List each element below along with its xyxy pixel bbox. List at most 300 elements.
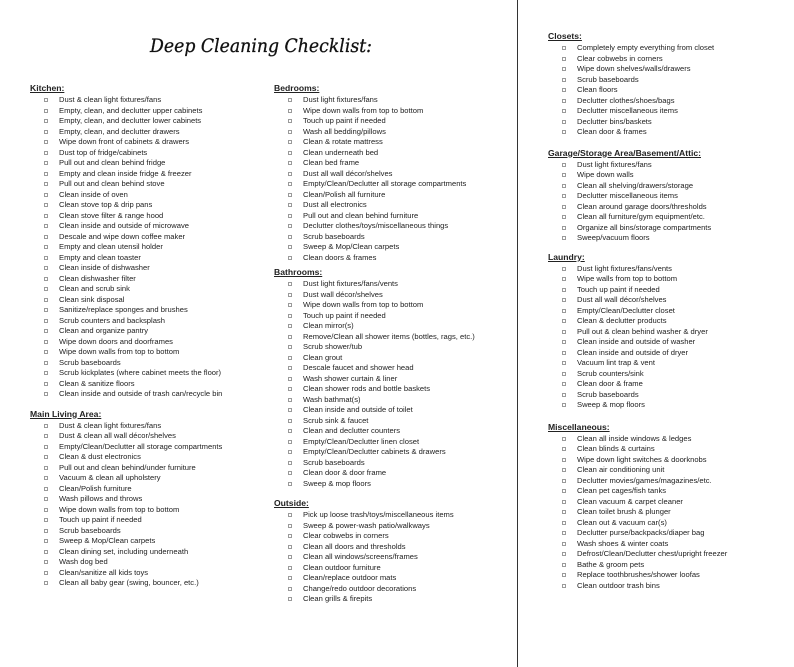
checkbox[interactable] bbox=[288, 387, 292, 391]
checklist-item-label: Empty, clean, and declutter drawers bbox=[59, 126, 180, 136]
checkbox[interactable] bbox=[562, 163, 566, 167]
checklist-item-label: Clean out & vacuum car(s) bbox=[577, 517, 667, 527]
checklist-item-label: Scrub baseboards bbox=[577, 389, 639, 399]
checklist-item bbox=[30, 578, 260, 589]
checklist-item-label: Defrost/Clean/Declutter chest/upright freezer bbox=[577, 549, 728, 558]
checklist-item bbox=[548, 549, 788, 560]
checklist-item bbox=[274, 332, 514, 343]
checklist-item-label: Scrub sink & faucet bbox=[303, 415, 369, 425]
checkbox[interactable] bbox=[562, 78, 566, 82]
checklist-item bbox=[548, 444, 788, 455]
checklist bbox=[30, 95, 260, 400]
checklist-item bbox=[30, 379, 260, 390]
checkbox[interactable] bbox=[44, 161, 48, 165]
checkbox[interactable] bbox=[562, 330, 566, 334]
checkbox[interactable] bbox=[44, 193, 48, 197]
checkbox[interactable] bbox=[288, 193, 292, 197]
checkbox[interactable] bbox=[44, 340, 48, 344]
checkbox[interactable] bbox=[288, 555, 292, 559]
checklist-item bbox=[274, 190, 514, 201]
checklist-item bbox=[548, 306, 788, 317]
checkbox[interactable] bbox=[44, 256, 48, 260]
checklist-item bbox=[30, 526, 260, 537]
checklist-item-label: Pull out and clean behind/under furniture bbox=[59, 462, 196, 472]
checkbox[interactable] bbox=[562, 57, 566, 61]
checklist-item bbox=[548, 476, 788, 487]
checklist-item-label: Clean toilet brush & plunger bbox=[577, 507, 671, 516]
checklist-item-label: Completely empty everything from closet bbox=[577, 43, 715, 52]
page-title bbox=[148, 26, 378, 66]
checkbox[interactable] bbox=[562, 288, 566, 292]
section-heading: Garage/Storage Area/Basement/Attic: bbox=[548, 147, 701, 158]
checklist-item-label: Clean stove filter & range hood bbox=[59, 210, 164, 220]
section-heading: Kitchen: bbox=[30, 83, 65, 93]
checkbox[interactable] bbox=[44, 287, 48, 291]
checklist-item bbox=[30, 137, 260, 148]
checklist-item-label: Sweep & Mop/Clean carpets bbox=[303, 242, 400, 251]
checkbox[interactable] bbox=[288, 182, 292, 186]
checklist-item bbox=[274, 95, 514, 106]
checklist-item bbox=[274, 531, 514, 542]
checkbox[interactable] bbox=[562, 277, 566, 281]
checklist-item-label: Change/redo outdoor decorations bbox=[303, 583, 417, 593]
checkbox[interactable] bbox=[288, 109, 292, 113]
checkbox[interactable] bbox=[44, 182, 48, 186]
checkbox[interactable] bbox=[44, 350, 48, 354]
checkbox[interactable] bbox=[288, 245, 292, 249]
checkbox[interactable] bbox=[288, 597, 292, 601]
checklist-item bbox=[30, 494, 260, 505]
checklist-item bbox=[30, 253, 260, 264]
checklist-item-label: Empty and clean inside fridge & freezer bbox=[59, 168, 192, 178]
checklist-item-label: Clean inside and outside of trash can/recycle bin bbox=[59, 389, 223, 398]
checkbox[interactable] bbox=[44, 550, 48, 554]
section-heading: Miscellaneous: bbox=[548, 421, 610, 432]
checklist-item-label: Clean outdoor trash bins bbox=[577, 580, 660, 590]
checklist-item-label: Clean & declutter products bbox=[577, 316, 667, 325]
checkbox[interactable] bbox=[44, 277, 48, 281]
checklist-item bbox=[274, 426, 514, 437]
checkbox[interactable] bbox=[288, 419, 292, 423]
checkbox[interactable] bbox=[562, 500, 566, 504]
checklist-item-label: Clean inside and outside of washer bbox=[577, 337, 696, 346]
checklist-item-label: Wipe walls from top to bottom bbox=[577, 274, 678, 283]
checklist-item-label: Clean and scrub sink bbox=[59, 284, 130, 293]
checkbox[interactable] bbox=[562, 267, 566, 271]
checkbox[interactable] bbox=[562, 382, 566, 386]
checkbox[interactable] bbox=[44, 140, 48, 144]
checkbox[interactable] bbox=[288, 534, 292, 538]
checkbox[interactable] bbox=[44, 308, 48, 312]
checklist-item bbox=[274, 416, 514, 427]
checkbox[interactable] bbox=[288, 366, 292, 370]
checklist-item-label: Sweep & mop floors bbox=[577, 400, 645, 409]
checklist-item-label: Clean door & frames bbox=[577, 127, 647, 136]
checkbox[interactable] bbox=[44, 382, 48, 386]
checkbox[interactable] bbox=[288, 203, 292, 207]
checklist-item-label: Pull out and clean behind furniture bbox=[303, 210, 419, 220]
section-heading: Laundry: bbox=[548, 251, 585, 262]
checklist-item-label: Pick up loose trash/toys/miscellaneous items bbox=[303, 510, 454, 519]
checkbox[interactable] bbox=[288, 98, 292, 102]
checklist-item-label: Remove/Clean all shower items (bottles, rags, etc.) bbox=[303, 331, 475, 341]
checklist-item bbox=[548, 191, 788, 202]
checklist-item bbox=[548, 64, 788, 75]
checkbox[interactable] bbox=[44, 298, 48, 302]
checkbox[interactable] bbox=[44, 581, 48, 585]
column-divider bbox=[517, 0, 518, 667]
checkbox[interactable] bbox=[288, 151, 292, 155]
checkbox[interactable] bbox=[288, 172, 292, 176]
checklist-item bbox=[30, 305, 260, 316]
checkbox[interactable] bbox=[562, 447, 566, 451]
checkbox[interactable] bbox=[562, 319, 566, 323]
checklist-item-label: Clean air conditioning unit bbox=[577, 465, 665, 474]
checkbox[interactable] bbox=[288, 335, 292, 339]
checklist-item-label: Bathe & groom pets bbox=[577, 559, 645, 569]
checklist-item bbox=[274, 211, 514, 222]
checkbox[interactable] bbox=[288, 314, 292, 318]
checkbox[interactable] bbox=[562, 563, 566, 567]
checklist-item-label: Wipe down walls bbox=[577, 170, 634, 179]
checkbox[interactable] bbox=[44, 130, 48, 134]
checklist bbox=[274, 95, 514, 263]
checkbox[interactable] bbox=[288, 356, 292, 360]
checklist-item bbox=[274, 573, 514, 584]
checklist-item-label: Touch up paint if needed bbox=[303, 116, 386, 125]
checklist-item bbox=[548, 106, 788, 117]
checklist-item bbox=[274, 300, 514, 311]
checklist-item bbox=[274, 353, 514, 364]
checklist-item-label: Scrub counters/sink bbox=[577, 368, 644, 378]
checkbox[interactable] bbox=[288, 461, 292, 465]
checkbox[interactable] bbox=[44, 319, 48, 323]
checkbox[interactable] bbox=[562, 479, 566, 483]
checkbox[interactable] bbox=[562, 510, 566, 514]
checkbox[interactable] bbox=[562, 372, 566, 376]
checklist-column-right bbox=[548, 30, 788, 591]
checkbox[interactable] bbox=[562, 531, 566, 535]
checklist-item bbox=[30, 389, 260, 400]
checkbox[interactable] bbox=[44, 172, 48, 176]
checkbox[interactable] bbox=[288, 324, 292, 328]
checklist-item-label: Clean/sanitize all kids toys bbox=[59, 567, 149, 577]
checklist-item bbox=[30, 431, 260, 442]
checklist-item-label: Dust all wall décor/shelves bbox=[303, 168, 393, 178]
checklist-item-label: Clean all windows/screens/frames bbox=[303, 552, 418, 561]
checklist-item bbox=[30, 316, 260, 327]
checklist-item-label: Clean/replace outdoor mats bbox=[303, 573, 397, 582]
checkbox[interactable] bbox=[44, 424, 48, 428]
checkbox[interactable] bbox=[44, 539, 48, 543]
checklist-item-label: Empty/Clean/Declutter all storage compartments bbox=[303, 179, 467, 188]
checklist-item-label: Empty and clean toaster bbox=[59, 252, 141, 262]
checkbox[interactable] bbox=[44, 98, 48, 102]
checklist bbox=[548, 43, 788, 138]
checklist-item-label: Clean dining set, including underneath bbox=[59, 546, 189, 556]
checklist-item-label: Clean doors & frames bbox=[303, 252, 377, 262]
checklist-item-label: Clean outdoor furniture bbox=[303, 562, 381, 572]
checklist-item bbox=[30, 232, 260, 243]
checklist-item bbox=[30, 421, 260, 432]
checkbox[interactable] bbox=[288, 398, 292, 402]
checkbox[interactable] bbox=[288, 429, 292, 433]
checkbox[interactable] bbox=[44, 476, 48, 480]
checklist-item bbox=[548, 518, 788, 529]
checklist-item bbox=[274, 542, 514, 553]
checkbox[interactable] bbox=[288, 224, 292, 228]
checklist-item bbox=[30, 211, 260, 222]
section-heading: Bedrooms: bbox=[274, 83, 320, 93]
checklist-item bbox=[274, 221, 514, 232]
checklist-item bbox=[30, 326, 260, 337]
checkbox[interactable] bbox=[288, 545, 292, 549]
checklist-item-label: Wipe down walls from top to bottom bbox=[59, 504, 180, 514]
checkbox[interactable] bbox=[288, 440, 292, 444]
checkbox[interactable] bbox=[288, 282, 292, 286]
checklist-item-label: Scrub baseboards bbox=[303, 231, 365, 241]
checkbox[interactable] bbox=[562, 552, 566, 556]
checklist-item bbox=[274, 479, 514, 490]
checkbox[interactable] bbox=[44, 329, 48, 333]
checkbox[interactable] bbox=[562, 309, 566, 313]
checklist-item-label: Scrub shower/tub bbox=[303, 342, 363, 351]
checklist-item bbox=[548, 117, 788, 128]
checklist-item-label: Empty/Clean/Declutter closet bbox=[577, 305, 675, 315]
checkbox[interactable] bbox=[288, 576, 292, 580]
checkbox[interactable] bbox=[288, 345, 292, 349]
page-title-text: Deep Cleaning Checklist: bbox=[149, 35, 372, 57]
checklist-item bbox=[30, 547, 260, 558]
checklist-item bbox=[274, 279, 514, 290]
checkbox[interactable] bbox=[288, 293, 292, 297]
checklist-item-label: Replace toothbrushes/shower loofas bbox=[577, 570, 700, 579]
checklist-item bbox=[274, 447, 514, 458]
checkbox[interactable] bbox=[562, 109, 566, 113]
checkbox[interactable] bbox=[288, 303, 292, 307]
checkbox[interactable] bbox=[562, 46, 566, 50]
checkbox[interactable] bbox=[562, 99, 566, 103]
checklist-item bbox=[30, 295, 260, 306]
checkbox[interactable] bbox=[44, 571, 48, 575]
checklist-item-label: Dust wall décor/shelves bbox=[303, 289, 383, 299]
checklist-item bbox=[548, 160, 788, 171]
checkbox[interactable] bbox=[288, 161, 292, 165]
checklist-item bbox=[30, 347, 260, 358]
checklist-item bbox=[274, 179, 514, 190]
checklist bbox=[548, 264, 788, 411]
checkbox[interactable] bbox=[562, 340, 566, 344]
checklist-item-label: Clean sink disposal bbox=[59, 294, 125, 304]
checkbox[interactable] bbox=[44, 518, 48, 522]
checklist-column-left bbox=[30, 82, 260, 589]
checkbox[interactable] bbox=[44, 235, 48, 239]
checklist-item-label: Declutter clothes/toys/miscellaneous things bbox=[303, 221, 449, 230]
checkbox[interactable] bbox=[288, 408, 292, 412]
checkbox[interactable] bbox=[44, 245, 48, 249]
section-garage-storage-area-basement-attic bbox=[548, 147, 788, 244]
checklist-item-label: Dust & clean all wall décor/shelves bbox=[59, 431, 176, 440]
checklist-item-label: Clean grout bbox=[303, 352, 343, 362]
checklist-item-label: Clean mirror(s) bbox=[303, 321, 354, 330]
checkbox[interactable] bbox=[562, 351, 566, 355]
checkbox[interactable] bbox=[44, 361, 48, 365]
checklist-item-label: Declutter miscellaneous items bbox=[577, 106, 678, 115]
checkbox[interactable] bbox=[562, 584, 566, 588]
checklist-item-label: Dust light fixtures/fans bbox=[577, 159, 652, 169]
checklist-item-label: Wipe down light switches & doorknobs bbox=[577, 454, 707, 464]
checklist-item bbox=[548, 539, 788, 550]
checkbox[interactable] bbox=[44, 560, 48, 564]
checkbox[interactable] bbox=[562, 573, 566, 577]
checkbox[interactable] bbox=[288, 140, 292, 144]
checklist-item-label: Clean shower rods and bottle baskets bbox=[303, 384, 431, 393]
checklist-item-label: Dust all wall décor/shelves bbox=[577, 295, 667, 304]
checkbox[interactable] bbox=[44, 119, 48, 123]
checklist-item bbox=[548, 390, 788, 401]
checkbox[interactable] bbox=[562, 437, 566, 441]
checkbox[interactable] bbox=[288, 130, 292, 134]
checklist-item-label: Clean floors bbox=[577, 85, 618, 94]
checkbox[interactable] bbox=[44, 434, 48, 438]
checkbox[interactable] bbox=[562, 215, 566, 219]
checklist-item-label: Clean vacuum & carpet cleaner bbox=[577, 496, 683, 506]
checkbox[interactable] bbox=[562, 226, 566, 230]
checklist-item-label: Pull out and clean behind fridge bbox=[59, 158, 166, 167]
checklist-item bbox=[30, 463, 260, 474]
section-laundry bbox=[548, 251, 788, 411]
checklist-item bbox=[548, 127, 788, 138]
checklist-item-label: Sweep & mop floors bbox=[303, 478, 371, 488]
checklist-item bbox=[30, 536, 260, 547]
checkbox[interactable] bbox=[562, 184, 566, 188]
checkbox[interactable] bbox=[562, 468, 566, 472]
checkbox[interactable] bbox=[288, 214, 292, 218]
checkbox[interactable] bbox=[44, 266, 48, 270]
checkbox[interactable] bbox=[288, 566, 292, 570]
checklist-item-label: Wipe down walls from top to bottom bbox=[303, 105, 424, 115]
checkbox[interactable] bbox=[562, 542, 566, 546]
checklist-item bbox=[548, 85, 788, 96]
checkbox[interactable] bbox=[562, 130, 566, 134]
checkbox[interactable] bbox=[44, 466, 48, 470]
checkbox[interactable] bbox=[44, 214, 48, 218]
checklist-item bbox=[274, 232, 514, 243]
checkbox[interactable] bbox=[44, 371, 48, 375]
checklist-item-label: Vacuum lint trap & vent bbox=[577, 358, 655, 367]
checklist-item-label: Wipe down doors and doorframes bbox=[59, 336, 173, 346]
checklist-item bbox=[548, 379, 788, 390]
checkbox[interactable] bbox=[44, 151, 48, 155]
checklist-item-label: Empty/Clean/Declutter linen closet bbox=[303, 436, 420, 446]
checklist-item-label: Scrub baseboards bbox=[59, 357, 121, 367]
checklist-item bbox=[548, 581, 788, 592]
checklist-item bbox=[274, 148, 514, 159]
checkbox[interactable] bbox=[44, 109, 48, 113]
checkbox[interactable] bbox=[288, 450, 292, 454]
checklist-item bbox=[548, 316, 788, 327]
checkbox[interactable] bbox=[562, 194, 566, 198]
checkbox[interactable] bbox=[44, 529, 48, 533]
checkbox[interactable] bbox=[44, 487, 48, 491]
checkbox[interactable] bbox=[44, 508, 48, 512]
checkbox[interactable] bbox=[288, 482, 292, 486]
checkbox[interactable] bbox=[44, 455, 48, 459]
checkbox[interactable] bbox=[562, 205, 566, 209]
checklist-item-label: Dust top of fridge/cabinets bbox=[59, 147, 148, 157]
checkbox[interactable] bbox=[562, 236, 566, 240]
checkbox[interactable] bbox=[562, 298, 566, 302]
checklist-item-label: Dust light fixtures/fans/vents bbox=[577, 263, 672, 273]
checklist-item bbox=[30, 148, 260, 159]
checkbox[interactable] bbox=[562, 361, 566, 365]
checkbox[interactable] bbox=[562, 120, 566, 124]
checkbox[interactable] bbox=[44, 392, 48, 396]
checkbox[interactable] bbox=[288, 513, 292, 517]
checklist-item-label: Descale and wipe down coffee maker bbox=[59, 231, 186, 241]
checkbox[interactable] bbox=[44, 445, 48, 449]
checklist-item bbox=[274, 563, 514, 574]
checkbox[interactable] bbox=[288, 587, 292, 591]
checklist-item bbox=[274, 253, 514, 264]
checklist-item bbox=[548, 570, 788, 581]
checklist-item bbox=[30, 169, 260, 180]
checkbox[interactable] bbox=[562, 393, 566, 397]
checklist bbox=[548, 160, 788, 244]
checkbox[interactable] bbox=[562, 67, 566, 71]
checkbox[interactable] bbox=[288, 235, 292, 239]
checkbox[interactable] bbox=[562, 403, 566, 407]
checklist-item bbox=[274, 127, 514, 138]
checklist-item-label: Wash all bedding/pillows bbox=[303, 126, 386, 136]
checklist-column-middle bbox=[274, 82, 514, 605]
checklist-item-label: Wash shower curtain & liner bbox=[303, 373, 398, 383]
checklist-item-label: Clean all furniture/gym equipment/etc. bbox=[577, 212, 705, 221]
checklist-item-label: Dust light fixtures/fans bbox=[303, 95, 378, 104]
checklist-item bbox=[274, 437, 514, 448]
checklist-item bbox=[548, 43, 788, 54]
checkbox[interactable] bbox=[562, 173, 566, 177]
checkbox[interactable] bbox=[562, 458, 566, 462]
checklist-item bbox=[30, 190, 260, 201]
checkbox[interactable] bbox=[44, 497, 48, 501]
checklist-item-label: Clean blinds & curtains bbox=[577, 444, 655, 453]
checklist-item-label: Dust all electronics bbox=[303, 200, 367, 209]
checkbox[interactable] bbox=[44, 224, 48, 228]
checklist bbox=[274, 279, 514, 489]
checkbox[interactable] bbox=[562, 521, 566, 525]
checklist-item bbox=[548, 486, 788, 497]
checkbox[interactable] bbox=[288, 524, 292, 528]
checklist-item-label: Clean underneath bed bbox=[303, 147, 379, 157]
checklist-item-label: Dust light fixtures/fans/vents bbox=[303, 279, 398, 288]
checklist-item bbox=[30, 116, 260, 127]
checkbox[interactable] bbox=[562, 489, 566, 493]
checkbox[interactable] bbox=[288, 377, 292, 381]
checkbox[interactable] bbox=[44, 203, 48, 207]
checklist-item bbox=[548, 434, 788, 445]
checklist-item bbox=[548, 348, 788, 359]
section-bedrooms bbox=[274, 82, 514, 263]
checklist-item bbox=[274, 311, 514, 322]
checkbox[interactable] bbox=[288, 471, 292, 475]
checklist-item-label: Empty and clean utensil holder bbox=[59, 242, 163, 251]
section-bathrooms bbox=[274, 266, 514, 489]
checkbox[interactable] bbox=[288, 119, 292, 123]
checklist-item bbox=[274, 395, 514, 406]
checkbox[interactable] bbox=[288, 256, 292, 260]
checkbox[interactable] bbox=[562, 88, 566, 92]
